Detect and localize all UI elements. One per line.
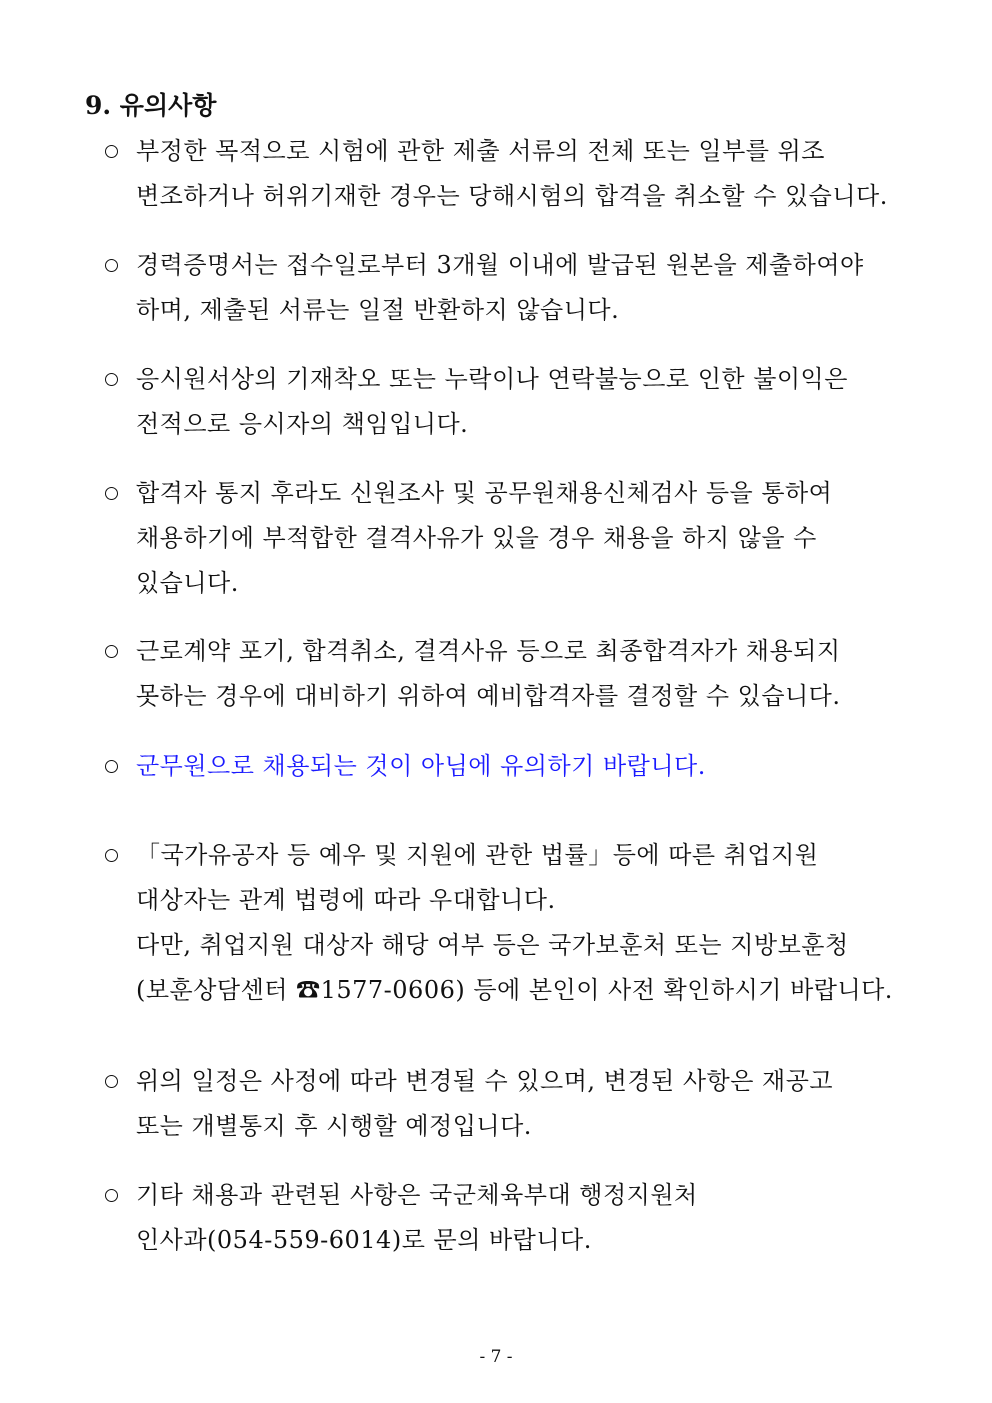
notice-line: 부정한 목적으로 시험에 관한 제출 서류의 전체 또는 일부를 위조 — [136, 137, 825, 165]
notice-line: 하며, 제출된 서류는 일절 반환하지 않습니다. — [136, 296, 620, 324]
notice-line: 인사과(054-559-6014)로 문의 바랍니다. — [136, 1226, 592, 1254]
bullet-circle-icon — [103, 641, 119, 657]
bullet-circle-icon — [103, 141, 119, 157]
notice-line: 기타 채용과 관련된 사항은 국군체육부대 행정지원처 — [136, 1181, 698, 1209]
notice-line: 위의 일정은 사정에 따라 변경될 수 있으며, 변경된 사항은 재공고 — [136, 1067, 834, 1095]
bullet-circle-icon — [103, 255, 119, 271]
notice-line-highlight: 군무원으로 채용되는 것이 아님에 유의하기 바랍니다. — [136, 752, 706, 780]
notice-line: 「국가유공자 등 예우 및 지원에 관한 법률」등에 따른 취업지원 — [136, 841, 819, 869]
bullet-circle-icon — [103, 1185, 119, 1201]
notice-line: 전적으로 응시자의 책임입니다. — [136, 410, 469, 438]
bullet-circle-icon — [103, 483, 119, 499]
bullet-circle-icon — [103, 756, 119, 772]
notice-line: 또는 개별통지 후 시행할 예정입니다. — [136, 1112, 532, 1140]
notice-line: 다만, 취업지원 대상자 해당 여부 등은 국가보훈처 또는 지방보훈청 — [136, 931, 849, 959]
notice-line: 대상자는 관계 법령에 따라 우대합니다. — [136, 886, 556, 914]
notice-line: (보훈상담센터 ☎1577-0606) 등에 본인이 사전 확인하시기 바랍니다. — [136, 976, 893, 1004]
notice-line: 못하는 경우에 대비하기 위하여 예비합격자를 결정할 수 있습니다. — [136, 682, 841, 710]
notice-line: 있습니다. — [136, 569, 239, 597]
page-number: - 7 - — [479, 1347, 513, 1367]
bullet-circle-icon — [103, 369, 119, 385]
notice-line: 응시원서상의 기재착오 또는 누락이나 연락불능으로 인한 불이익은 — [136, 365, 848, 393]
bullet-circle-icon — [103, 1071, 119, 1087]
notice-line: 합격자 통지 후라도 신원조사 및 공무원채용신체검사 등을 통하여 — [136, 479, 833, 507]
bullet-circle-icon — [103, 845, 119, 861]
notice-line: 경력증명서는 접수일로부터 3개월 이내에 발급된 원본을 제출하여야 — [136, 251, 864, 279]
notice-line: 근로계약 포기, 합격취소, 결격사유 등으로 최종합격자가 채용되지 — [136, 637, 841, 665]
notice-line: 채용하기에 부적합한 결격사유가 있을 경우 채용을 하지 않을 수 — [136, 524, 817, 552]
section-title: 9. 유의사항 — [85, 91, 217, 120]
notice-line: 변조하거나 허위기재한 경우는 당해시험의 합격을 취소할 수 있습니다. — [136, 182, 888, 210]
